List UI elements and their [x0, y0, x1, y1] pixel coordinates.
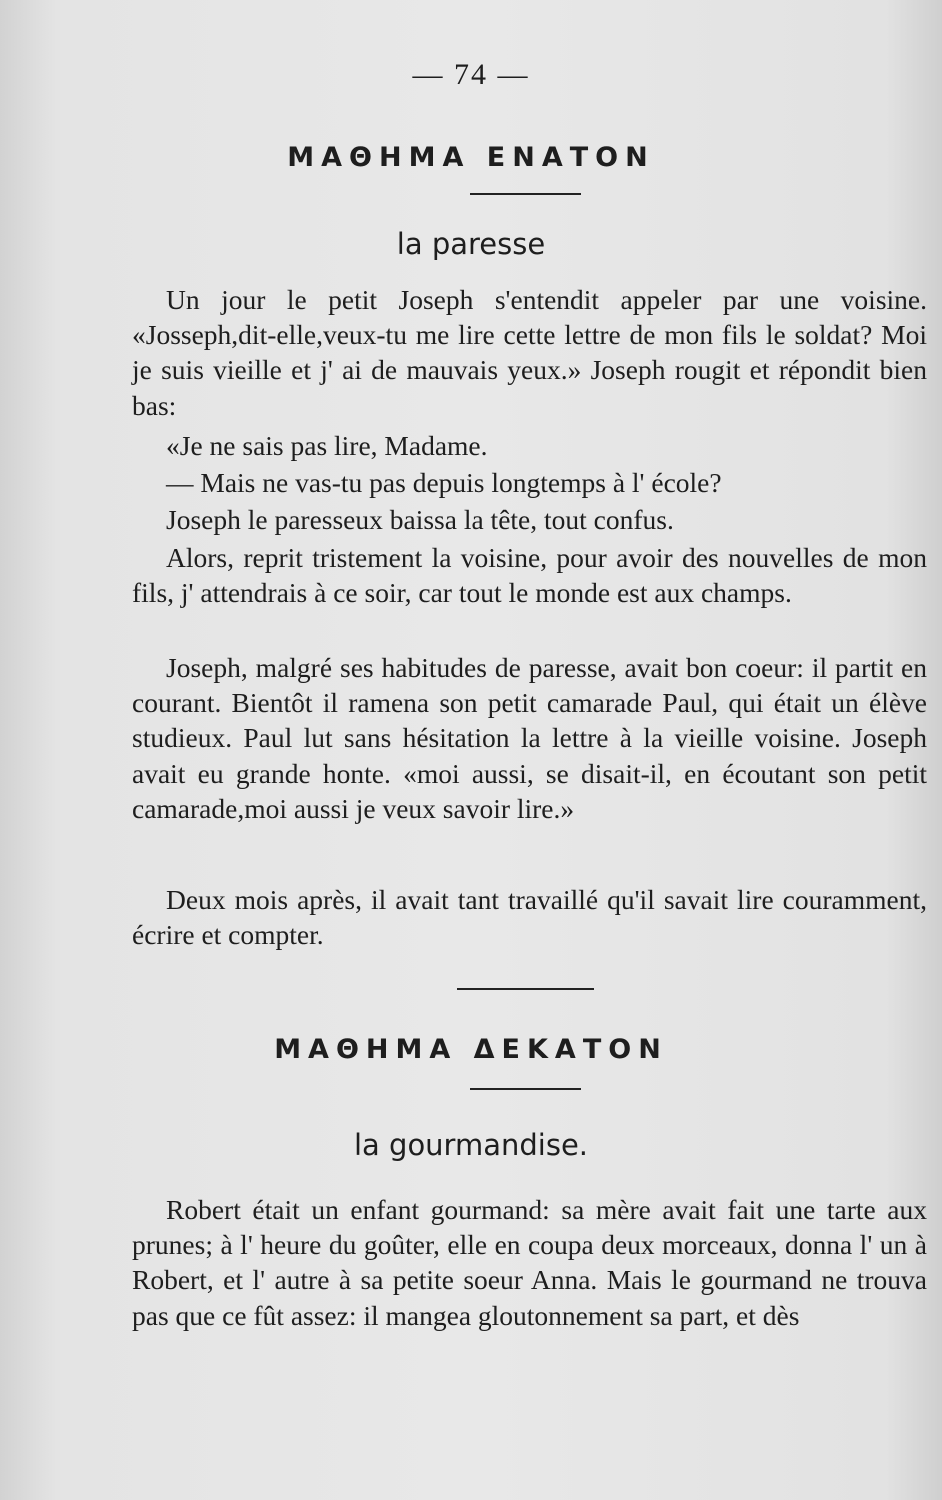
- lesson-nine-title: la paresse: [396, 227, 546, 261]
- paragraph: «Je ne sais pas lire, Madame.: [166, 430, 488, 461]
- heading-underline: [470, 1088, 581, 1090]
- section-divider: [457, 988, 594, 990]
- heading-underline: [470, 193, 581, 195]
- page-number: — 74 —: [412, 58, 530, 91]
- lesson-ten-title: la gourmandise.: [353, 1128, 589, 1162]
- paragraph: Alors, reprit tristement la voisine, pour avoir des nouvelles de mon fils, j' attendrais à ce soir, car tout le monde est aux champs.: [132, 542, 927, 609]
- paragraph: Joseph, malgré ses habitudes de paresse, avait bon coeur: il partit en courant. Bientôt il ramena son petit camarade Paul, qui était un élève studieux. Paul lut sans hésitation la lettre à la vieille voisine. Joseph avait eu grande honte. «moi aussi, se disait-il, en écoutant son petit camarade,moi aussi je veux savoir lire.»: [132, 652, 927, 824]
- lesson-ten-heading: ΜΑΘΗΜΑ ΔΕΚΑΤΟΝ: [274, 1034, 668, 1065]
- paragraph: Deux mois après, il avait tant travaillé qu'il savait lire couramment, écrire et compter.: [132, 884, 927, 951]
- paragraph: Joseph le paresseux baissa la tête, tout confus.: [166, 504, 674, 535]
- paragraph: — Mais ne vas-tu pas depuis longtemps à l' école?: [166, 467, 722, 498]
- paragraph: Robert était un enfant gourmand: sa mère avait fait une tarte aux prunes; à l' heure du goûter, elle en coupa deux morceaux, donna l' un à Robert, et l' autre à sa petite soeur Anna. Mais le gourmand ne trouva pas que ce fût assez: il mangea gloutonnement sa part, et dès: [132, 1194, 927, 1331]
- paragraph: Un jour le petit Joseph s'entendit appeler par une voisine. «Josseph,dit-elle,veux-tu me lire cette lettre de mon fils le soldat? Moi je suis vieille et j' ai de mauvais yeux.» Joseph rougit et répondit bien bas:: [132, 284, 927, 421]
- lesson-nine-heading: ΜΑΘΗΜΑ ΕΝΑΤΟΝ: [287, 142, 655, 173]
